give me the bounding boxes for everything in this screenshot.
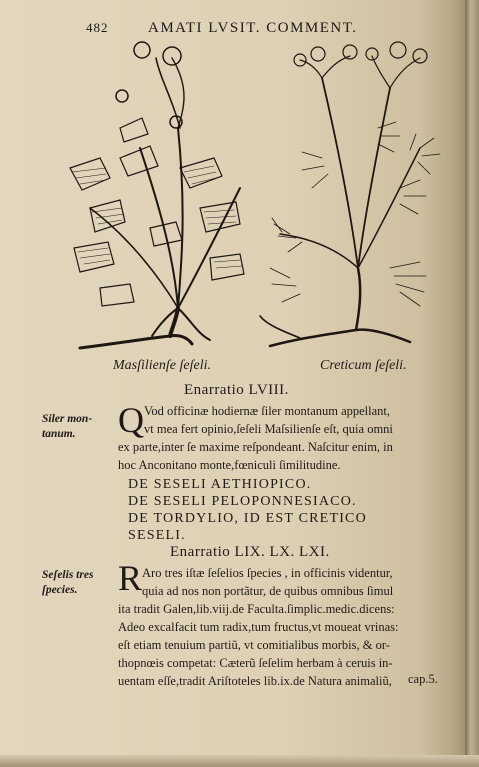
- chapter-heading: DE SESELI PELOPONNESIACO.: [128, 494, 357, 509]
- plate-caption-left: Masſilienſe ſeſeli.: [113, 358, 211, 373]
- chapter-headings: [128, 476, 448, 544]
- chapter-heading: DE TORDYLIO, ID EST CRETICO: [128, 511, 367, 526]
- chapter-heading: SESELI.: [128, 528, 186, 543]
- section-title-lix-lxi: Enarratio LIX. LX. LXI.: [170, 544, 330, 560]
- text-line: ita tradit Galen,lib.viij.de Faculta.ſimplic.medic.dicens:: [118, 602, 395, 616]
- page-number: 482: [86, 20, 109, 35]
- section-title-lviii: Enarratio LVIII.: [184, 382, 289, 398]
- drop-cap-r: R: [118, 558, 143, 598]
- marginal-note-line: ſpecies.: [42, 584, 78, 596]
- creticum-seseli-plant: [260, 42, 440, 346]
- book-spine: [465, 0, 479, 767]
- page-header: [86, 20, 416, 40]
- paragraph-lviii: [118, 402, 448, 474]
- text-line: eſt etiam tenuium partiũ, vt comitialibus morbis, & or-: [118, 638, 390, 652]
- text-line: thopnœis competat: Cæterũ ſeſelim herbam à ceruis in-: [118, 656, 393, 670]
- marginal-note-seselis: [42, 568, 112, 598]
- plate-caption-right: Creticum ſeſeli.: [320, 358, 407, 373]
- drop-cap-q: Q: [118, 400, 144, 440]
- page-edge: [0, 755, 479, 767]
- text-line: quia ad nos non portãtur, de quibus omnibus ſimul: [142, 584, 394, 598]
- text-line: Aro tres iſtæ ſeſelios ſpecies , in officinis videntur,: [142, 566, 393, 580]
- marginal-note-line: Siler mon-: [42, 413, 93, 425]
- marginal-note-line: Seſelis tres: [42, 569, 94, 581]
- text-line: uentam eſſe,tradit Ariſtoteles lib.ix.de Natura animaliũ,: [118, 674, 392, 688]
- marginal-note-siler: [42, 412, 112, 442]
- chapter-heading: DE SESELI AETHIOPICO.: [128, 477, 312, 492]
- catchword: cap.5.: [408, 672, 438, 686]
- text-line: vt mea fert opinio,ſeſeli Maſsilienſe eſt, quia omni: [144, 422, 393, 436]
- text-line: ex parte,inter ſe maxime reſpondeant. Naſcitur enim, in: [118, 440, 393, 454]
- massiliense-seseli-plant: [70, 42, 244, 348]
- paragraph-lix-lxi: [118, 564, 448, 690]
- text-line: Vod officinæ hodiernæ ſiler montanum appellant,: [144, 404, 391, 418]
- text-line: Adeo excalfacit tum radix,tum fructus,vt moueat vrinas:: [118, 620, 399, 634]
- text-line: hoc Anconitano monte,fœniculi ſimilitudine.: [118, 458, 341, 472]
- woodcut-illustration: [60, 38, 450, 358]
- running-title: AMATI LVSIT. COMMENT.: [148, 20, 358, 36]
- marginal-note-line: tanum.: [42, 428, 76, 440]
